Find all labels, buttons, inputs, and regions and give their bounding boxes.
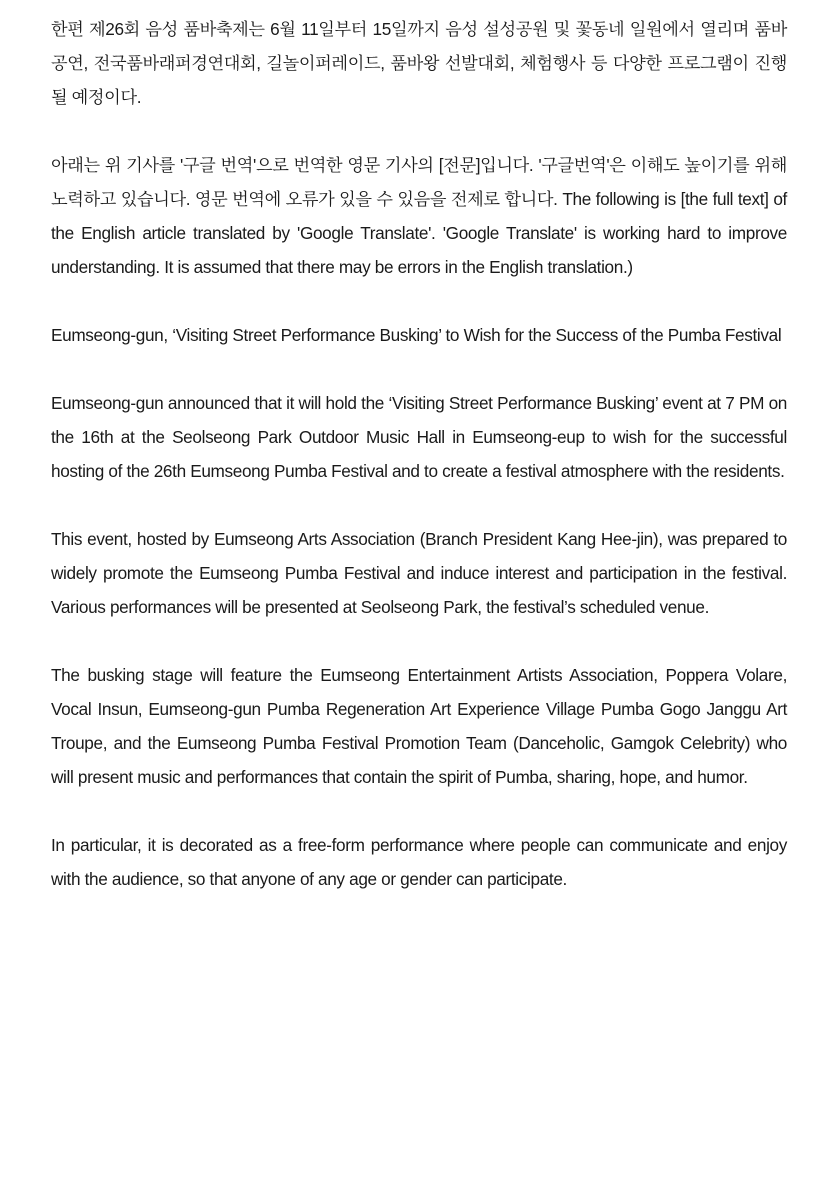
article-body: [51, 12, 787, 896]
paragraph-translation-notice: 아래는 위 기사를 '구글 번역'으로 번역한 영문 기사의 [전문]입니다. '구글번역'은 이해도 높이기를 위해 노력하고 있습니다. 영문 번역에 오류가 있을 수 있음을 전제로 합니다. The following is [the full text] of the English article translated by 'Google Translate'. 'Google Translate' is working hard to improve understanding. It is assumed that there may be errors in the English translation.): [51, 155, 787, 277]
paragraph-free-form-performance: In particular, it is decorated as a free-form performance where people can communicate and enjoy with the audience, so that anyone of any age or gender can participate.: [51, 835, 787, 889]
paragraph-event-host: This event, hosted by Eumseong Arts Association (Branch President Kang Hee-jin), was prepared to widely promote the Eumseong Pumba Festival and induce interest and participation in the festival. Various performances will be presented at Seolseong Park, the festival’s scheduled venue.: [51, 529, 787, 617]
paragraph-korean-festival-info: 한편 제26회 음성 품바축제는 6월 11일부터 15일까지 음성 설성공원 및 꽃동네 일원에서 열리며 품바공연, 전국품바래퍼경연대회, 길놀이퍼레이드, 품바왕 선발대회, 체험행사 등 다양한 프로그램이 진행될 예정이다.: [51, 19, 787, 107]
paragraph-performers: The busking stage will feature the Eumseong Entertainment Artists Association, Poppera Volare, Vocal Insun, Eumseong-gun Pumba Regeneration Art Experience Village Pumba Gogo Janggu Art Troupe, and the Eumseong Pumba Festival Promotion Team (Danceholic, Gamgok Celebrity) who will present music and performances that contain the spirit of Pumba, sharing, hope, and humor.: [51, 665, 787, 787]
article-headline: Eumseong-gun, ‘Visiting Street Performance Busking’ to Wish for the Success of the Pumba Festival: [51, 325, 782, 345]
paragraph-event-announcement: Eumseong-gun announced that it will hold the ‘Visiting Street Performance Busking’ event at 7 PM on the 16th at the Seolseong Park Outdoor Music Hall in Eumseong-eup to wish for the successful hosting of the 26th Eumseong Pumba Festival and to create a festival atmosphere with the residents.: [51, 393, 787, 481]
